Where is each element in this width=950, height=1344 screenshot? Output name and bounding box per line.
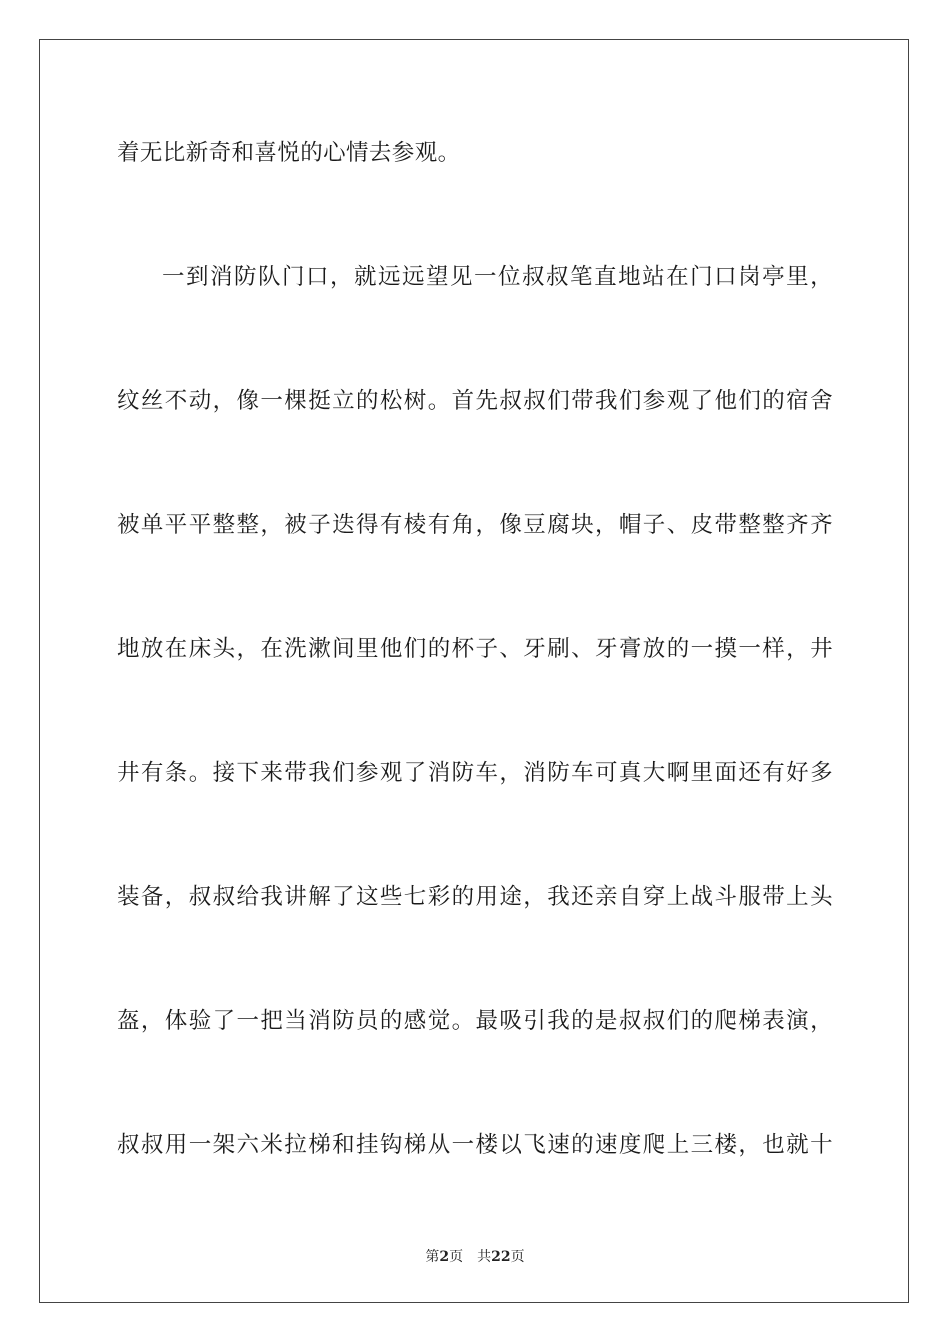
- total-pages: 22: [491, 1249, 511, 1265]
- text-line-3: 纹丝不动，像一棵挺立的松树。首先叔叔们带我们参观了他们的宿舍: [117, 388, 833, 414]
- text-line-7: 装备，叔叔给我讲解了这些七彩的用途，我还亲自穿上战斗服带上头: [117, 884, 833, 910]
- text-line-6: 井有条。接下来带我们参观了消防车，消防车可真大啊里面还有好多: [117, 760, 833, 786]
- page-prefix: 第: [425, 1249, 440, 1265]
- page-footer: [0, 1248, 950, 1266]
- text-line-5: 地放在床头，在洗漱间里他们的杯子、牙刷、牙膏放的一摸一样，井: [117, 636, 833, 662]
- page-suffix: 页: [449, 1249, 464, 1265]
- total-prefix: 共: [477, 1249, 492, 1265]
- text-line-4: 被单平平整整，被子迭得有棱有角，像豆腐块，帽子、皮带整整齐齐: [117, 512, 833, 538]
- text-line-1: 着无比新奇和喜悦的心情去参观。: [117, 140, 461, 166]
- text-line-9: 叔叔用一架六米拉梯和挂钩梯从一楼以飞速的速度爬上三楼，也就十: [117, 1132, 833, 1158]
- text-line-8: 盔，体验了一把当消防员的感觉。最吸引我的是叔叔们的爬梯表演，: [117, 1008, 833, 1034]
- total-suffix: 页: [510, 1249, 525, 1265]
- page-border: [39, 39, 909, 1303]
- page-number: 2: [439, 1249, 450, 1265]
- text-line-2: 一到消防队门口，就远远望见一位叔叔笔直地站在门口岗亭里，: [162, 264, 833, 290]
